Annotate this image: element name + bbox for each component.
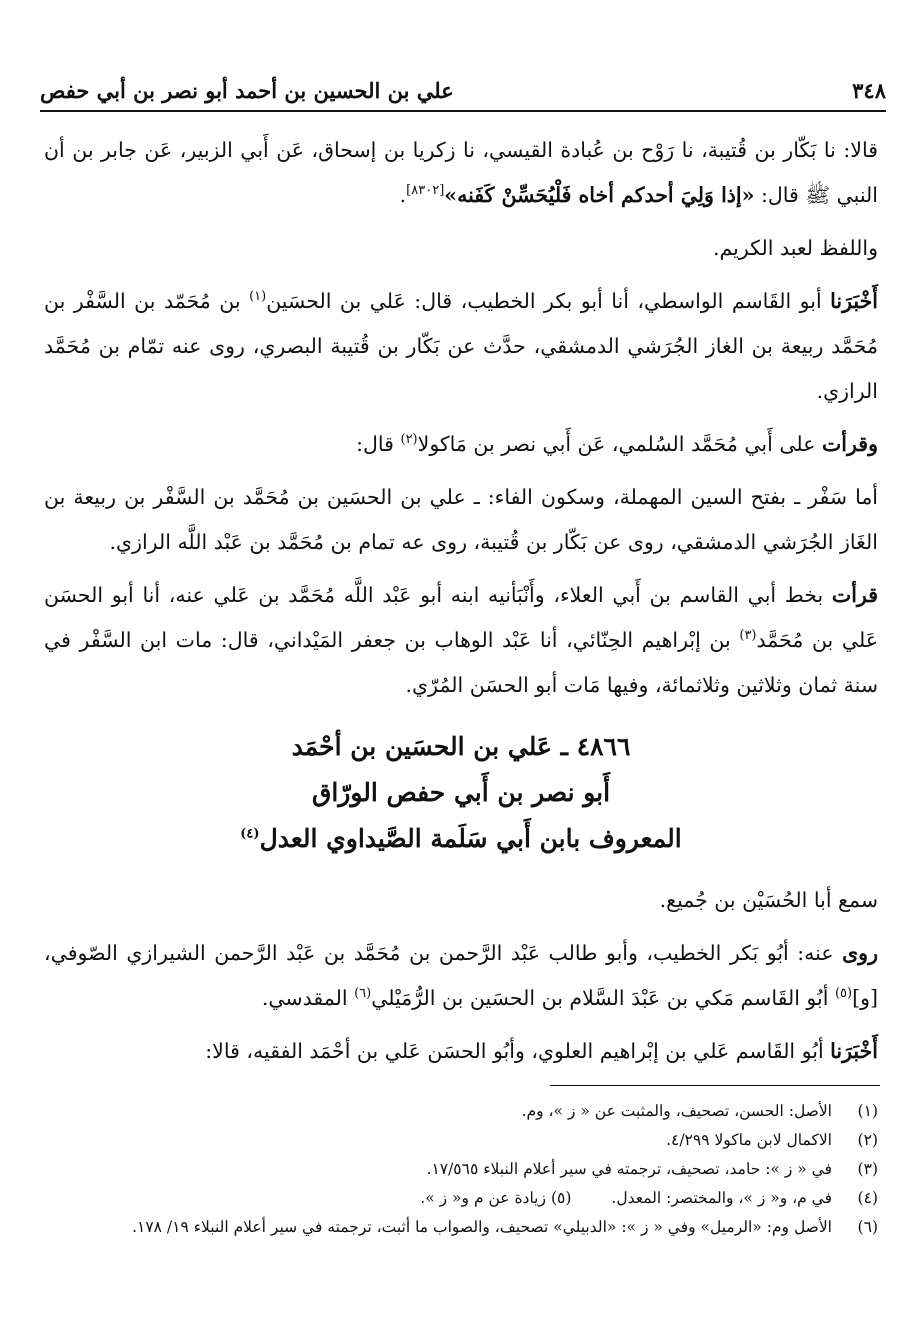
paragraph-1: قالا: نا بَكّار بن قُتيبة، نا رَوْح بن عُبادة القيسي، نا زكريا بن إسحاق، عَن أَبي الزبير، عَن جابر بن أن النبي ﷺ قال: «إذا وَلِيَ أحدكم أخاه فَلْيُحَسِّنْ كَفَنه»[٨٣٠٢]. — [44, 138, 878, 207]
page-number: ٣٤٨ — [852, 77, 886, 103]
paragraph-8: روى عنه: أبُو بَكر الخطيب، وأبو طالب عَبْد الرَّحمن بن مُحَمَّد بن عَبْد الرَّحمن الشيرازي الصّوفي، [و]$^{(٥)}$ أبُو القَاسم مَكي بن عَبْدَ السَّلام بن الحسَين بن الرُّمَيْلي$^{(٦)}$ المقدسي. — [44, 941, 878, 1010]
paragraph-4: وقرأت على أَبي مُحَمَّد السُلمي، عَن أَبي نصر بن مَاكولا$^{(٢)}$ قال: — [356, 432, 878, 456]
akhbarana-lead: أَخْبَرَنا — [830, 289, 878, 313]
footnote-marker-6: (٦) — [354, 986, 372, 1002]
hadith-quote: «إذا وَلِيَ أحدكم أخاه فَلْيُحَسِّنْ كَفَنه» — [444, 183, 755, 207]
entry-heading-line-1: ٤٨٦٦ ـ عَلي بن الحسَين بن أحْمَد — [291, 732, 631, 761]
footnote-4-5: (٤) في م، و« ز »، والمختصر: المعدل. (٥) زيادة عن م و« ز ». — [44, 1184, 878, 1213]
footnote-marker-2: (٢) — [400, 432, 418, 448]
entry-heading — [44, 724, 878, 862]
qaraat-lead-2: قرأت — [831, 583, 878, 607]
paragraph-7: سمع أبا الحُسَيْن بن جُميع. — [659, 888, 878, 912]
entry-heading-line-2: أَبو نصر بن أَبي حفص الورّاق — [311, 778, 611, 807]
main-text — [44, 128, 878, 1082]
footnote-3: (٣) في « ز »: حامد، تصحيف، ترجمته في سير أعلام النبلاء ١٧/٥٦٥. — [426, 1160, 878, 1178]
paragraph-5: أما سَفْر ـ بفتح السين المهملة، وسكون الفاء: ـ علي بن الحسَين بن مُحَمَّد بن السَّفْر بن ربيعة بن الغَاز الجُرَشي الدمشقي، روى عن بَكّار بن قُتيبة، روى عه تمام بن مُحَمَّد بن عَبْد اللَّه الرازي. — [44, 485, 878, 554]
akhbarana-lead-2: أَخْبَرَنا — [830, 1039, 878, 1063]
paragraph-9: أَخْبَرَنا أبُو القَاسم عَلي بن إبْراهيم العلوي، وأبُو الحسَن عَلي بن أحْمَد الفقيه، قالا: — [205, 1039, 878, 1063]
footnote-marker-3: (٣) — [739, 628, 757, 644]
footnote-4-text: في م، و« ز »، والمختصر: المعدل. — [611, 1189, 832, 1207]
footnote-5: (٥) زيادة عن م و« ز ». — [420, 1189, 572, 1207]
footnotes — [44, 1097, 878, 1242]
rawa-lead: روى — [842, 941, 878, 965]
paragraph-3: أَخْبَرَنا أبو القَاسم الواسطي، أنا أبو بكر الخطيب، قال: عَلي بن الحسَين$^{(١)}$ بن مُحَمّد بن السَّفْر بن مُحَمَّد ربيعة بن الغاز الجُرَشي الدمشقي، حدَّث عن بَكّار بن قُتيبة البصري، روى عنه تمّام بن مُحَمَّد الرازي. — [44, 289, 878, 403]
running-title: علي بن الحسين بن أحمد أبو نصر بن أبي حفص — [40, 77, 454, 103]
footnote-1: (١) الأصل: الحسن، تصحيف، والمثبت عن « ز »، وم. — [521, 1102, 878, 1120]
footnote-marker-4: (٤) — [240, 826, 260, 842]
entry-heading-line-3: المعروف بابن أَبي سَلَمة الصَّيداوي العدل$^{(٤)}$ — [240, 824, 682, 853]
footnote-2: (٢) الاكمال لابن ماكولا ٤/٢٩٩. — [666, 1131, 878, 1149]
footnote-marker-1: (١) — [249, 289, 267, 305]
hadith-reference: [٨٣٠٢] — [406, 183, 445, 199]
footnote-6: (٦) الأصل وم: «الرميل» وفي « ز »: «الدبيلي» تصحيف، والصواب ما أثبت، ترجمته في سير أعلام النبلاء ١٩/ ١٧٨. — [132, 1218, 878, 1236]
footnote-divider — [550, 1085, 880, 1086]
page-header — [40, 72, 886, 108]
paragraph-2: واللفظ لعبد الكريم. — [712, 236, 878, 260]
paragraph-6: قرأت بخط أبي القاسم بن أَبي العلاء، وأَنْبَأنيه ابنه أبو عَبْد اللَّه مُحَمَّد بن عَلي عنه، أنا أبو الحسَن عَلي بن مُحَمَّد$^{(٣)}$ بن إبْراهيم الحِنّائي، أنا عَبْد الوهاب بن جعفر المَيْداني، قال: مات ابن السَّفْر في سنة ثمان وثلاثين وثلاثمائة، وفيها مَات أبو الحسَن المُرّي. — [44, 583, 878, 697]
qaraat-lead: وقرأت — [821, 432, 878, 456]
header-divider — [40, 110, 886, 112]
footnote-marker-5: (٥) — [834, 986, 853, 1002]
